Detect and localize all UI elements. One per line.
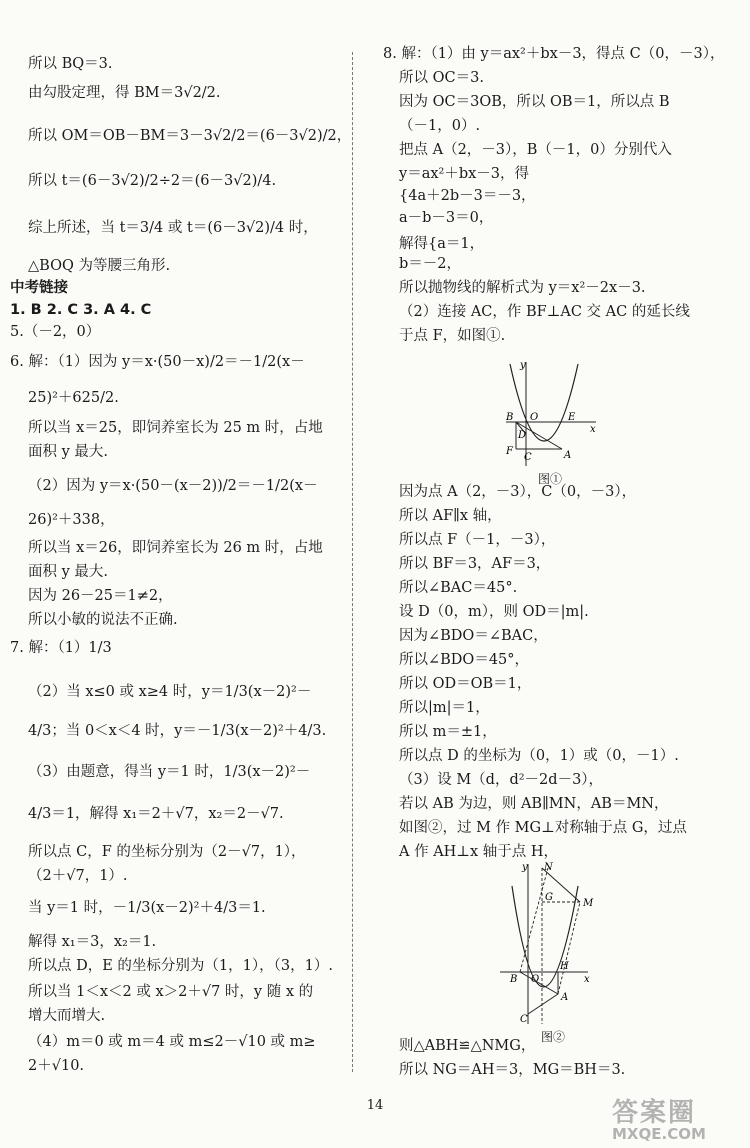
- text-line: 解得 x₁＝3，x₂＝1.: [28, 934, 157, 950]
- text-line: 所以小敏的说法不正确.: [28, 612, 178, 628]
- figure-2-graph: [498, 858, 608, 1028]
- text-line: 中考链接: [10, 280, 68, 296]
- text-line: 所以∠BAC＝45°.: [399, 580, 518, 596]
- text-line: b＝－2，: [399, 256, 462, 272]
- page-number: 14: [366, 1098, 384, 1113]
- text-line: a－b－3＝0，: [399, 210, 494, 226]
- text-line: 所以∠BDO＝45°，: [399, 652, 530, 668]
- text-line: △BOQ 为等腰三角形.: [28, 258, 171, 274]
- text-line: 当 y＝1 时，－1/3(x－2)²＋4/3＝1.: [28, 900, 266, 916]
- text-line: 所以点 C，F 的坐标分别为（2－√7，1），: [28, 844, 306, 860]
- text-line: 6. 解：（1）因为 y＝x·(50－x)/2＝－1/2(x－: [10, 354, 305, 370]
- text-line: （2＋√7，1）.: [28, 868, 128, 884]
- text-line: 因为 OC＝3OB，所以 OB＝1，所以点 B: [399, 94, 670, 110]
- text-line: 所以当 x＝25，即饲养室长为 25 m 时，占地: [28, 420, 323, 436]
- text-line: 1. B 2. C 3. A 4. C: [10, 302, 152, 318]
- text-line: 于点 F，如图①.: [399, 328, 506, 344]
- figure-1-graph: [500, 358, 600, 470]
- text-line: 所以 m＝±1，: [399, 724, 497, 740]
- label-o: O: [530, 412, 539, 423]
- column-divider: [352, 52, 353, 1072]
- text-line: 2＋√10.: [28, 1058, 85, 1074]
- figure-1: [500, 358, 600, 488]
- text-line: 4/3；当 0＜x＜4 时，y＝－1/3(x－2)²＋4/3.: [28, 723, 327, 739]
- label-g: G: [545, 892, 553, 903]
- text-line: 所以 t＝(6－3√2)/2÷2＝(6－3√2)/4.: [28, 173, 277, 189]
- label-n: N: [544, 862, 553, 873]
- text-line: 所以抛物线的解析式为 y＝x²－2x－3.: [399, 280, 646, 296]
- text-line: 所以 NG＝AH＝3，MG＝BH＝3.: [399, 1062, 626, 1078]
- text-line: 面积 y 最大.: [28, 444, 109, 460]
- text-line: 4/3＝1，解得 x₁＝2＋√7，x₂＝2－√7.: [28, 806, 284, 822]
- text-line: （4）m＝0 或 m＝4 或 m≤2－√10 或 m≥: [28, 1034, 316, 1050]
- label-h: H: [560, 961, 569, 972]
- text-line: 所以 OD＝OB＝1，: [399, 676, 532, 692]
- text-line: （2）因为 y＝x·(50－(x－2))/2＝－1/2(x－: [28, 478, 318, 494]
- segment-am: [558, 902, 580, 994]
- text-line: 25)²＋625/2.: [28, 390, 119, 406]
- text-line: 把点 A（2，－3），B（－1，0）分别代入: [399, 142, 672, 158]
- text-line: （－1，0）.: [399, 118, 481, 134]
- figure-1-caption: 图①: [537, 472, 562, 486]
- text-line: 综上所述，当 t＝3/4 或 t＝(6－3√2)/4 时，: [28, 220, 318, 236]
- text-line: 所以点 D 的坐标为（0，1）或（0，－1）.: [399, 748, 679, 764]
- text-line: 则△ABH≌△NMG，: [399, 1038, 536, 1054]
- watermark-top: 答案圈: [612, 1098, 697, 1128]
- text-line: 由勾股定理，得 BM＝3√2/2.: [28, 85, 221, 101]
- text-line: {4a＋2b－3＝－3，: [399, 188, 536, 204]
- text-line: A 作 AH⊥x 轴于点 H，: [399, 844, 558, 860]
- label-e: E: [568, 412, 576, 423]
- label-o: O: [531, 974, 540, 985]
- text-line: 8. 解：（1）由 y＝ax²＋bx－3，得点 C（0，－3），: [383, 46, 725, 62]
- text-line: 设 D（0，m），则 OD＝|m|.: [399, 604, 589, 620]
- label-f: F: [506, 446, 513, 457]
- text-line: 所以 BF＝3，AF＝3，: [399, 556, 551, 572]
- label-x: x: [590, 424, 596, 435]
- label-d: D: [518, 430, 527, 441]
- label-c: C: [524, 452, 532, 463]
- label-y: y: [520, 360, 526, 371]
- label-b: B: [506, 412, 514, 423]
- text-line: 若以 AB 为边，则 AB∥MN，AB＝MN，: [399, 796, 669, 812]
- text-line: 增大而增大.: [28, 1008, 106, 1024]
- segment-bn: [520, 868, 548, 972]
- text-line: 因为∠BDO＝∠BAC，: [399, 628, 548, 644]
- label-a: A: [561, 992, 569, 1003]
- segment-ca: [528, 994, 558, 1014]
- text-line: （2）连接 AC，作 BF⊥AC 交 AC 的延长线: [399, 304, 690, 320]
- text-line: y＝ax²＋bx－3，得: [399, 166, 530, 182]
- text-line: （3）由题意，得当 y＝1 时，1/3(x－2)²－: [28, 764, 311, 780]
- figure-2: [498, 858, 608, 1048]
- text-line: 所以点 F（－1，－3），: [399, 532, 556, 548]
- text-line: （2）当 x≤0 或 x≥4 时，y＝1/3(x－2)²－: [28, 684, 312, 700]
- label-b: B: [510, 974, 518, 985]
- text-line: 26)²＋338，: [28, 512, 115, 528]
- text-line: 所以 BQ＝3.: [28, 56, 113, 72]
- text-line: （3）设 M（d，d²－2d－3），: [399, 772, 604, 788]
- label-c: C: [520, 1014, 528, 1025]
- watermark: [612, 1092, 706, 1143]
- text-line: 因为 26－25＝1≠2，: [28, 588, 173, 604]
- text-line: 所以当 x＝26，即饲养室长为 26 m 时，占地: [28, 540, 323, 556]
- text-line: 如图②，过 M 作 MG⊥对称轴于点 G，过点: [399, 820, 687, 836]
- figure-2-caption: 图②: [540, 1030, 565, 1044]
- text-line: 所以 OC＝3.: [399, 70, 484, 86]
- text-line: 因为点 A（2，－3），C（0，－3），: [399, 484, 637, 500]
- label-a: A: [564, 450, 572, 461]
- watermark-bottom: MXQE.COM: [612, 1125, 706, 1143]
- text-line: 所以|m|＝1，: [399, 700, 490, 716]
- text-line: 5.（－2，0）: [10, 324, 101, 340]
- text-line: 解得{a＝1，: [399, 236, 485, 252]
- text-line: 所以当 1＜x＜2 或 x＞2＋√7 时，y 随 x 的: [28, 984, 314, 1000]
- label-x: x: [584, 974, 590, 985]
- label-y: y: [522, 862, 528, 873]
- text-line: 所以点 D，E 的坐标分别为（1，1），（3，1）.: [28, 958, 333, 974]
- text-line: 所以 AF∥x 轴，: [399, 508, 502, 524]
- text-line: 面积 y 最大.: [28, 564, 109, 580]
- text-line: 7. 解：（1）1/3: [10, 640, 112, 656]
- label-m: M: [583, 898, 594, 909]
- text-line: 所以 OM＝OB－BM＝3－3√2/2＝(6－3√2)/2，: [28, 128, 352, 144]
